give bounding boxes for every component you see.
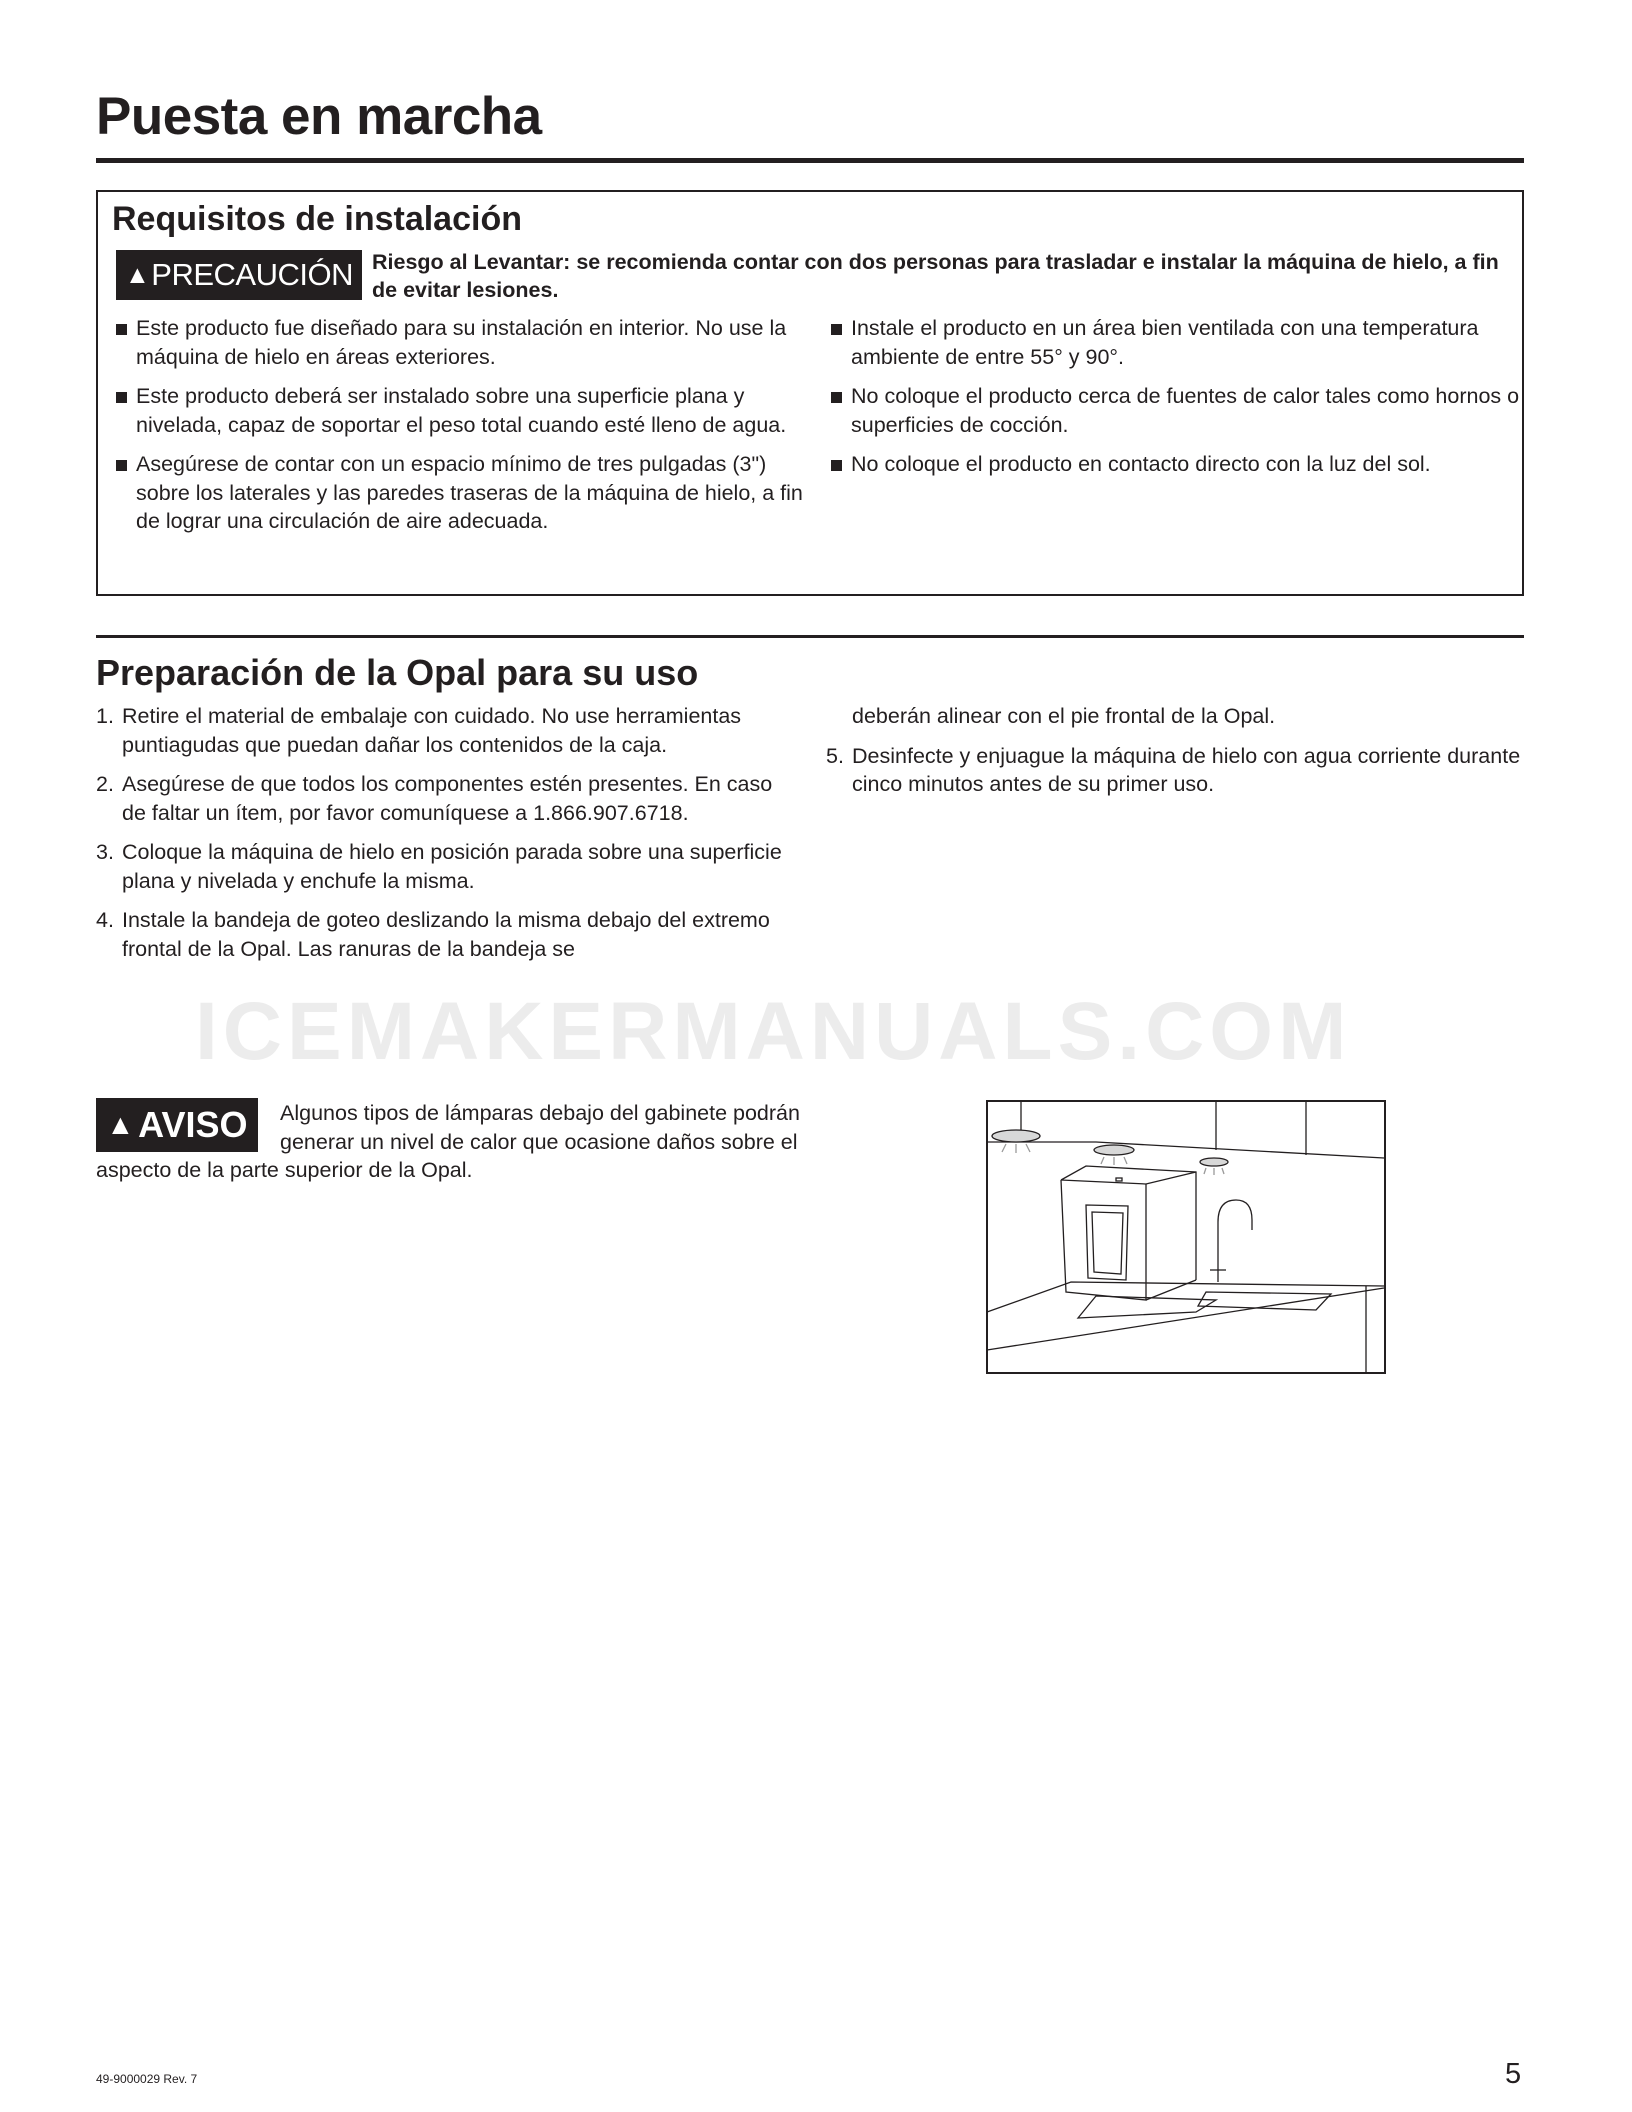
list-item: No coloque el producto en contacto directo con la luz del sol.	[831, 450, 1521, 479]
notice-label: AVISO	[138, 1104, 248, 1145]
requirements-title: Requisitos de instalación	[112, 200, 522, 238]
warning-triangle-icon: ▲	[125, 260, 150, 289]
preparation-title: Preparación de la Opal para su uso	[96, 652, 699, 693]
caution-badge	[116, 250, 362, 300]
caution-text: Riesgo al Levantar: se recomienda contar con dos personas para trasladar e instalar la máquina de hielo, a fin de evitar lesiones.	[372, 250, 1499, 302]
caution-label: PRECAUCIÓN	[151, 257, 353, 292]
title-divider	[96, 158, 1524, 163]
list-item: No coloque el producto cerca de fuentes de calor tales como hornos o superficies de cocción.	[831, 382, 1521, 439]
under-cabinet-lamps-illustration	[986, 1100, 1386, 1374]
list-item	[826, 742, 1526, 799]
step-number: 1.	[96, 704, 114, 728]
preparation-steps-left	[96, 702, 796, 974]
step-text: Asegúrese de que todos los componentes estén presentes. En caso de faltar un ítem, por favor comuníquese a 1.866.907.6718.	[122, 772, 773, 825]
notice-text-continued: aspecto de la parte superior de la Opal.	[96, 1158, 473, 1182]
requirements-list-left	[116, 314, 806, 547]
list-item	[96, 702, 796, 759]
list-item: Instale el producto en un área bien ventilada con una temperatura ambiente de entre 55° y 90°.	[831, 314, 1521, 371]
warning-triangle-icon: ▲	[106, 1109, 135, 1140]
preparation-steps-right	[826, 702, 1526, 810]
step-text: Coloque la máquina de hielo en posición parada sobre una superficie plana y nivelada y enchufe la misma.	[122, 840, 782, 893]
installation-requirements-box	[96, 190, 1524, 596]
step-number: 4.	[96, 908, 114, 932]
page-number: 5	[1505, 2058, 1522, 2090]
requirements-list-right	[831, 314, 1521, 490]
list-item: Asegúrese de contar con un espacio mínimo de tres pulgadas (3") sobre los laterales y las paredes traseras de la máquina de hielo, a fin de lograr una circulación de aire adecuada.	[116, 450, 806, 536]
step-number: 3.	[96, 840, 114, 864]
step-number: 5.	[826, 743, 844, 768]
list-item	[96, 906, 796, 963]
step-text: Desinfecte y enjuague la máquina de hielo con agua corriente durante cinco minutos antes de su primer uso.	[852, 743, 1521, 796]
notice-text: Algunos tipos de lámparas debajo del gabinete podrán generar un nivel de calor que ocasione daños sobre el	[280, 1101, 800, 1154]
page-title: Puesta en marcha	[96, 87, 542, 146]
step-number: 2.	[96, 772, 114, 796]
step-4-continuation: deberán alinear con el pie frontal de la Opal.	[852, 704, 1276, 728]
list-item: Este producto fue diseñado para su instalación en interior. No use la máquina de hielo en áreas exteriores.	[116, 314, 806, 371]
list-item	[96, 838, 796, 895]
step-text: Instale la bandeja de goteo deslizando la misma debajo del extremo frontal de la Opal. Las ranuras de la bandeja se	[122, 908, 770, 961]
list-item: Este producto deberá ser instalado sobre una superficie plana y nivelada, capaz de soportar el peso total cuando esté lleno de agua.	[116, 382, 806, 439]
section-divider	[96, 635, 1524, 638]
watermark: ICEMAKERMANUALS.COM	[195, 986, 1352, 1077]
notice-badge	[96, 1098, 258, 1152]
step-text: Retire el material de embalaje con cuidado. No use herramientas puntiagudas que puedan dañar los contenidos de la caja.	[122, 704, 742, 757]
document-number: 49-9000029 Rev. 7	[96, 2072, 198, 2086]
list-item	[96, 770, 796, 827]
